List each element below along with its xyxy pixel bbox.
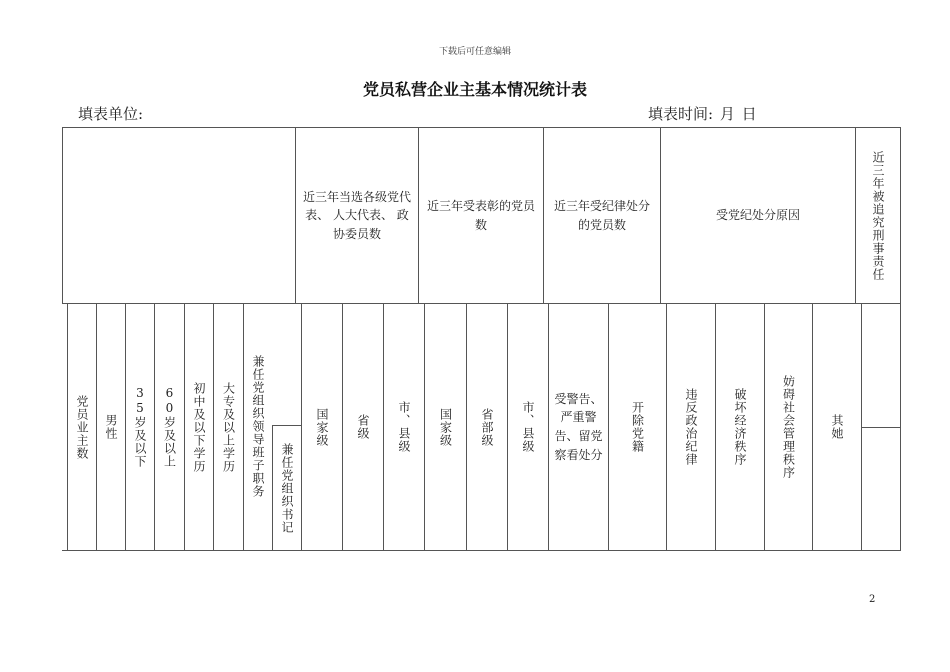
fill-unit-label: 填表单位: [78, 105, 144, 123]
row-divider [861, 427, 901, 428]
header-college-above: 大专及以上学历 [221, 381, 236, 473]
header-elected-national: 国家级 [315, 407, 329, 447]
page-title: 党员私营企业主基本情况统计表 [362, 80, 587, 99]
header-commended-members: 近三年受表彰的党员数 [427, 198, 536, 232]
header-age-60-above: 60岁及以上 [162, 386, 177, 468]
header-economic-disruption: 破坏经济秩序 [733, 388, 747, 466]
header-political-violation: 违反政治纪律 [684, 388, 698, 466]
header-junior-high-below: 初中及以下学历 [192, 381, 206, 473]
page-number: 2 [869, 594, 876, 605]
table-bottom-border [62, 550, 901, 551]
header-commended-city-county: 市、县级 [521, 401, 535, 453]
header-commended-national: 国家级 [438, 407, 453, 447]
header-warning-punishment: 受警告、严重警告、留党察看处分 [554, 391, 603, 462]
column-divider [62, 127, 63, 304]
download-note: 下载后可任意编辑 [438, 47, 511, 57]
header-party-owners: 党员业主数 [75, 394, 89, 460]
column-divider [900, 127, 901, 304]
header-elected-provincial: 省级 [356, 414, 370, 440]
header-party-leadership-role: 兼任党组织领导班子职务 [251, 354, 265, 498]
header-elected-representatives: 近三年当选各级党代表、 人大代表、 政协委员数 [302, 189, 411, 241]
column-divider [900, 303, 901, 551]
header-disciplined-members: 近三年受纪律处分的党员数 [553, 198, 650, 232]
column-divider [861, 303, 862, 551]
header-social-order-disruption: 妨碍社会管理秩序 [781, 375, 796, 479]
header-commended-provincial: 省部级 [480, 407, 494, 447]
header-party-secretary: 兼任党组织书记 [280, 442, 294, 534]
header-elected-city-county: 市、县级 [397, 401, 411, 453]
header-expulsion: 开除党籍 [630, 401, 645, 453]
header-male: 男性 [104, 414, 118, 440]
header-other: 其她 [830, 414, 844, 440]
header-criminal-liability: 近三年被追究刑事责任 [871, 150, 885, 281]
header-discipline-reasons: 受党纪处分原因 [715, 208, 800, 223]
fill-time-label: 填表时间: 月 日 [648, 105, 757, 123]
header-age-35-below: 35岁及以下 [133, 386, 147, 468]
